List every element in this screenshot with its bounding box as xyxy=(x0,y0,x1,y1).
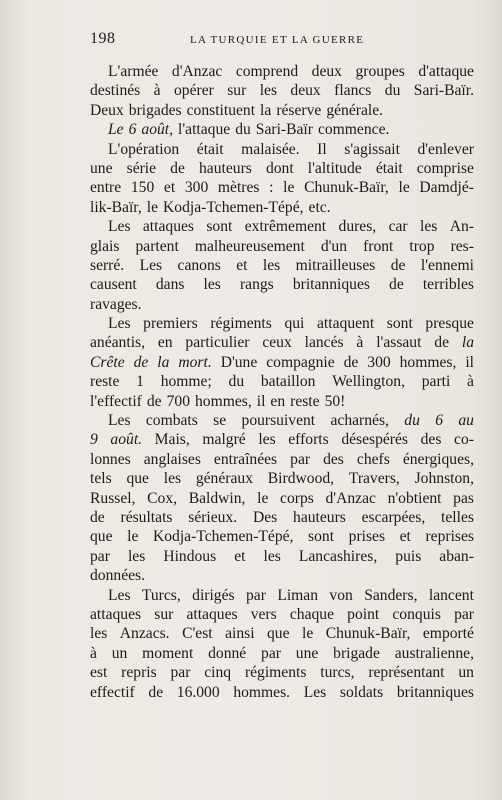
text-line: que le Kodja-Tchemen-Tépé, sont prises et reprises xyxy=(90,528,474,546)
text-line: tels que les généraux Birdwood, Travers, Johnston, xyxy=(90,470,474,488)
text-line: serré. Les canons et les mitrailleuses de l'ennemi xyxy=(90,256,474,274)
text-line: données. xyxy=(90,567,145,585)
text-line: effectif de 16.000 hommes. Les soldats britanniques xyxy=(90,683,474,701)
text-line: entre 150 et 300 mètres : le Chunuk-Baïr, le Damdjé- xyxy=(90,179,474,197)
text-line: lik-Baïr, le Kodja-Tchemen-Tépé, etc. xyxy=(90,198,331,216)
running-title: LA TURQUIE ET LA GUERRE xyxy=(190,34,365,46)
page-header xyxy=(90,30,474,50)
text-line: Les premiers régiments qui attaquent sont presque xyxy=(108,315,474,333)
text-line: une série de hauteurs dont l'altitude était comprise xyxy=(90,159,474,177)
text-line: lonnes anglaises entraînées par des chefs énergiques, xyxy=(90,450,474,468)
text-line: Le 6 août, l'attaque du Sari-Baïr commence. xyxy=(108,121,390,139)
text-line: causent dans les rangs britanniques de terribles xyxy=(90,276,474,294)
text-line: ravages. xyxy=(90,295,142,313)
text-line: Crête de la mort. D'une compagnie de 300 hommes, il xyxy=(90,353,474,371)
text-line: l'effectif de 700 hommes, il en reste 50! xyxy=(90,392,346,410)
text-line: Deux brigades constituent la réserve générale. xyxy=(90,101,384,119)
text-line: attaques sur attaques vers chaque point conquis par xyxy=(90,605,474,623)
text-line: reste 1 homme; du bataillon Wellington, parti à xyxy=(90,373,474,391)
text-line: est repris par cinq régiments turcs, représentant un xyxy=(90,664,474,682)
text-line: glais partent malheureusement d'un front trop res- xyxy=(90,237,474,255)
text-line: destinés à opérer sur les deux flancs du Sari-Baïr. xyxy=(90,82,474,100)
text-line: par les Hindous et les Lancashires, puis aban- xyxy=(90,547,474,565)
text-line: de résultats sérieux. Des hauteurs escarpées, telles xyxy=(90,508,474,526)
text-line: Les combats se poursuivent acharnés, du 6 au xyxy=(108,412,474,430)
text-line: Les Turcs, dirigés par Liman von Sanders, lancent xyxy=(108,586,474,604)
text-line: anéantis, en particulier ceux lancés à l'assaut de la xyxy=(90,334,474,352)
body-text xyxy=(90,62,474,702)
text-line: Russel, Cox, Baldwin, le corps d'Anzac n'obtient pas xyxy=(90,489,474,507)
page-number: 198 xyxy=(90,30,116,47)
text-line: les Anzacs. C'est ainsi que le Chunuk-Baïr, emporté xyxy=(90,625,474,643)
text-line: Les attaques sont extrêmement dures, car les An- xyxy=(108,218,474,236)
text-line: L'armée d'Anzac comprend deux groupes d'attaque xyxy=(108,63,474,80)
text-line: 9 août. Mais, malgré les efforts désespérés des co- xyxy=(90,431,474,449)
text-line: à un moment donné par une brigade australienne, xyxy=(90,644,474,662)
text-line: L'opération était malaisée. Il s'agissait d'enlever xyxy=(108,140,474,158)
